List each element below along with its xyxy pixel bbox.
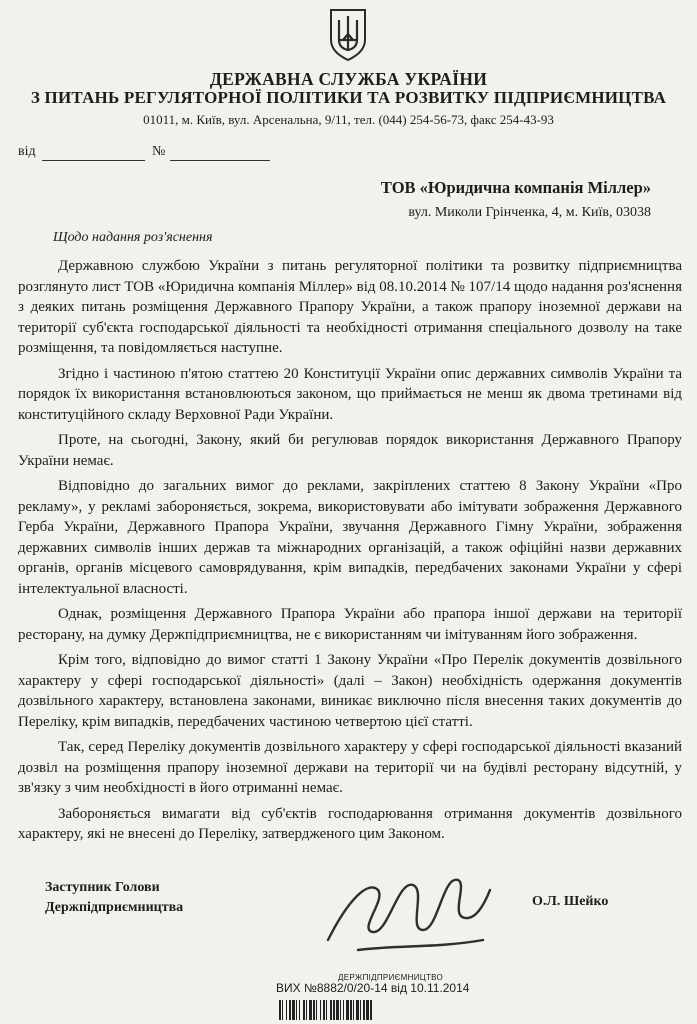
agency-title: ДЕРЖАВНА СЛУЖБА УКРАЇНИ: [209, 69, 488, 89]
paragraph: Відповідно до загальних вимог до реклами, закріплених статтею 8 Закону України «Про рекламу», у рекламі забороняється, зокрема, використовувати або імітувати зображення Державного Герба України, Державного Прапора України, звучання Державного Гімну України, зображення державних символів інших держав та міжнародних організацій, а також офіційні назви державних органів, органів місцевого самоврядування, крім випадків, передбачених законами України у сфері інтелектуальної власності.: [18, 478, 682, 597]
number-blank: [170, 160, 270, 161]
handwritten-signature: [318, 860, 493, 970]
addressee-name: ТОВ «Юридична компанія Міллер»: [380, 178, 651, 197]
stamp-agency: ДЕРЖПІДПРИЄМНИЦТВО: [338, 973, 444, 982]
paragraph: Проте, на сьогодні, Закону, який би регулював порядок використання Державного Прапору України немає.: [18, 432, 682, 469]
addressee-address: вул. Миколи Грінченка, 4, м. Київ, 03038: [408, 205, 651, 220]
agency-address: 01011, м. Київ, вул. Арсенальна, 9/11, тел. (044) 254-56-73, факс 254-43-93: [143, 112, 554, 127]
paragraph: Державною службою України з питань регуляторної політики та розвитку підприємництва розглянуто лист ТОВ «Юридична компанія Міллер» від 08.10.2014 № 107/14 щодо надання роз'яснення з деяких питань розміщення Державного Прапору України, а також прапору іноземної держави на території суб'єкта господарської діяльності та необхідності отримання спеціального дозволу на таке розміщення, та повідомляється наступне.: [18, 258, 682, 356]
date-label: від: [18, 144, 36, 159]
registration-stamp: ВИХ №8882/0/20-14 від 10.11.2014: [276, 981, 470, 995]
paragraph: Згідно і частиною п'ятою статтею 20 Конституції України опис державних символів України та порядок їх використання встановлюються законом, що приймається не менш як двома третинами від конституційного складу Верховної Ради України.: [18, 365, 682, 423]
barcode: [279, 1000, 447, 1020]
trident-emblem-icon: [327, 6, 369, 62]
paragraph: Так, серед Переліку документів дозвільного характеру у сфері господарської діяльності вказаний дозвіл на розміщення прапору іноземної держави на території чи на будівлі ресторану відсутній, у зв'язку з чим необхідності в його отриманні немає.: [18, 739, 682, 796]
signatory-title: Заступник Голови: [45, 880, 160, 895]
agency-subtitle: З ПИТАНЬ РЕГУЛЯТОРНОЇ ПОЛІТИКИ ТА РОЗВИТКУ ПІДПРИЄМНИЦТВА: [30, 88, 667, 107]
signatory-agency: Держпідприємництва: [45, 900, 184, 915]
number-label: №: [152, 144, 166, 159]
paragraph: Забороняється вимагати від суб'єктів господарювання отримання документів дозвільного характеру, які не внесені до Переліку, затвердженого цим Законом.: [18, 805, 682, 842]
signatory-name: О.Л. Шейко: [532, 894, 609, 909]
paragraph: Крім того, відповідно до вимог статті 1 Закону України «Про Перелік документів дозвільного характеру у сфері господарської діяльності» (далі – Закон) необхідність одержання документів дозвільного характеру, встановлена законами, виникає виключно після внесення таких документів до Переліку, крім випадків, передбачених частиною четвертою цієї статті.: [18, 652, 682, 730]
letter-body: [18, 256, 682, 850]
paragraph: Однак, розміщення Державного Прапора України або прапора іншої держави на території ресторану, на думку Держпідприємництва, не є використанням чи імітуванням його зображення.: [18, 606, 682, 643]
letter-subject: Щодо надання роз'яснення: [53, 230, 213, 245]
date-blank: [42, 160, 145, 161]
